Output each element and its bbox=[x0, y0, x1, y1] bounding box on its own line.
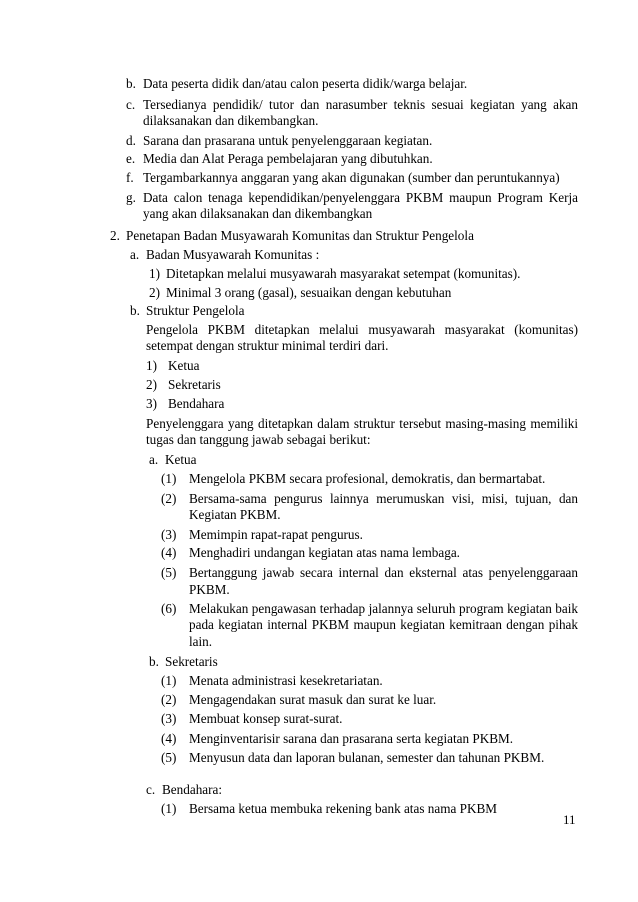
item-text: pada kegiatan internal PKBM maupun kegiatan kemitraan dengan pihak bbox=[189, 617, 578, 632]
item-marker: (1) bbox=[161, 673, 177, 688]
item-marker: g. bbox=[126, 190, 136, 205]
item-text: Kegiatan PKBM. bbox=[189, 507, 281, 522]
paragraph-text: setempat dengan struktur minimal terdiri dari. bbox=[146, 338, 389, 353]
paragraph-text: Pengelola PKBM ditetapkan melalui musyawarah masyarakat (komunitas) bbox=[146, 322, 578, 337]
item-marker: b. bbox=[126, 76, 136, 91]
item-marker: 1) bbox=[149, 266, 160, 281]
item-text: Bersama ketua membuka rekening bank atas nama PKBM bbox=[189, 801, 497, 816]
item-text: Membuat konsep surat-surat. bbox=[189, 711, 343, 726]
item-text: Minimal 3 orang (gasal), sesuaikan dengan kebutuhan bbox=[166, 285, 452, 300]
item-marker: e. bbox=[126, 151, 136, 166]
item-text: Bersama-sama pengurus lainnya merumuskan visi, misi, tujuan, dan bbox=[189, 491, 578, 506]
item-marker: 3) bbox=[146, 396, 157, 411]
item-marker: (3) bbox=[161, 527, 177, 542]
item-text: Mengelola PKBM secara profesional, demokratis, dan bermartabat. bbox=[189, 471, 546, 486]
item-text: PKBM. bbox=[189, 582, 230, 597]
paragraph-text: Penyelenggara yang ditetapkan dalam struktur tersebut masing-masing memiliki bbox=[146, 416, 578, 431]
item-marker: 2) bbox=[149, 285, 160, 300]
item-text: Menata administrasi kesekretariatan. bbox=[189, 673, 383, 688]
item-text: dilaksanakan dan dikembangkan. bbox=[143, 113, 319, 128]
item-marker: (2) bbox=[161, 692, 177, 707]
item-marker: d. bbox=[126, 133, 136, 148]
item-text: Mengagendakan surat masuk dan surat ke luar. bbox=[189, 692, 437, 707]
item-marker: (1) bbox=[161, 801, 177, 816]
item-text: yang akan dilaksanakan dan dikembangkan bbox=[143, 206, 373, 221]
item-text: Badan Musyawarah Komunitas : bbox=[146, 247, 320, 262]
item-text: Sekretaris bbox=[165, 654, 218, 669]
item-marker: c. bbox=[146, 782, 156, 797]
item-text: Memimpin rapat-rapat pengurus. bbox=[189, 527, 363, 542]
item-marker: f. bbox=[126, 170, 134, 185]
page-number: 11 bbox=[563, 812, 576, 827]
item-text: Sekretaris bbox=[168, 377, 221, 392]
item-marker: (6) bbox=[161, 601, 177, 616]
item-text: Ditetapkan melalui musyawarah masyarakat setempat (komunitas). bbox=[166, 266, 521, 281]
section-title: Penetapan Badan Musyawarah Komunitas dan Struktur Pengelola bbox=[126, 228, 474, 243]
item-marker: a. bbox=[149, 452, 159, 467]
item-text: Tersedianya pendidik/ tutor dan narasumber teknis sesuai kegiatan yang akan bbox=[143, 97, 578, 112]
item-text: Bendahara bbox=[168, 396, 225, 411]
item-text: Media dan Alat Peraga pembelajaran yang dibutuhkan. bbox=[143, 151, 433, 166]
item-text: Bertanggung jawab secara internal dan eksternal atas penyelenggaraan bbox=[189, 565, 578, 580]
item-text: lain. bbox=[189, 634, 213, 649]
item-marker: 2) bbox=[146, 377, 157, 392]
item-marker: (1) bbox=[161, 471, 177, 486]
item-marker: 1) bbox=[146, 358, 157, 373]
item-text: Sarana dan prasarana untuk penyelenggaraan kegiatan. bbox=[143, 133, 433, 148]
paragraph-text: tugas dan tanggung jawab sebagai berikut: bbox=[146, 432, 371, 447]
item-marker: b. bbox=[130, 303, 140, 318]
item-text: Ketua bbox=[165, 452, 197, 467]
item-text: Menginventarisir sarana dan prasarana serta kegiatan PKBM. bbox=[189, 731, 514, 746]
item-text: Melakukan pengawasan terhadap jalannya seluruh program kegiatan baik bbox=[189, 601, 578, 616]
item-marker: (3) bbox=[161, 711, 177, 726]
item-marker: (5) bbox=[161, 750, 177, 765]
item-text: Tergambarkannya anggaran yang akan digunakan (sumber dan peruntukannya) bbox=[143, 170, 560, 185]
item-marker: a. bbox=[130, 247, 140, 262]
item-text: Struktur Pengelola bbox=[146, 303, 245, 318]
item-marker: (5) bbox=[161, 565, 177, 580]
item-text: Menyusun data dan laporan bulanan, semester dan tahunan PKBM. bbox=[189, 750, 545, 765]
item-text: Bendahara: bbox=[162, 782, 223, 797]
item-marker: c. bbox=[126, 97, 136, 112]
item-text: Menghadiri undangan kegiatan atas nama lembaga. bbox=[189, 545, 460, 560]
item-text: Ketua bbox=[168, 358, 200, 373]
item-marker: (4) bbox=[161, 731, 177, 746]
item-marker: b. bbox=[149, 654, 159, 669]
item-marker: (2) bbox=[161, 491, 177, 506]
item-text: Data peserta didik dan/atau calon peserta didik/warga belajar. bbox=[143, 76, 468, 91]
section-number: 2. bbox=[110, 228, 120, 243]
item-marker: (4) bbox=[161, 545, 177, 560]
item-text: Data calon tenaga kependidikan/penyelenggara PKBM maupun Program Kerja bbox=[143, 190, 578, 205]
